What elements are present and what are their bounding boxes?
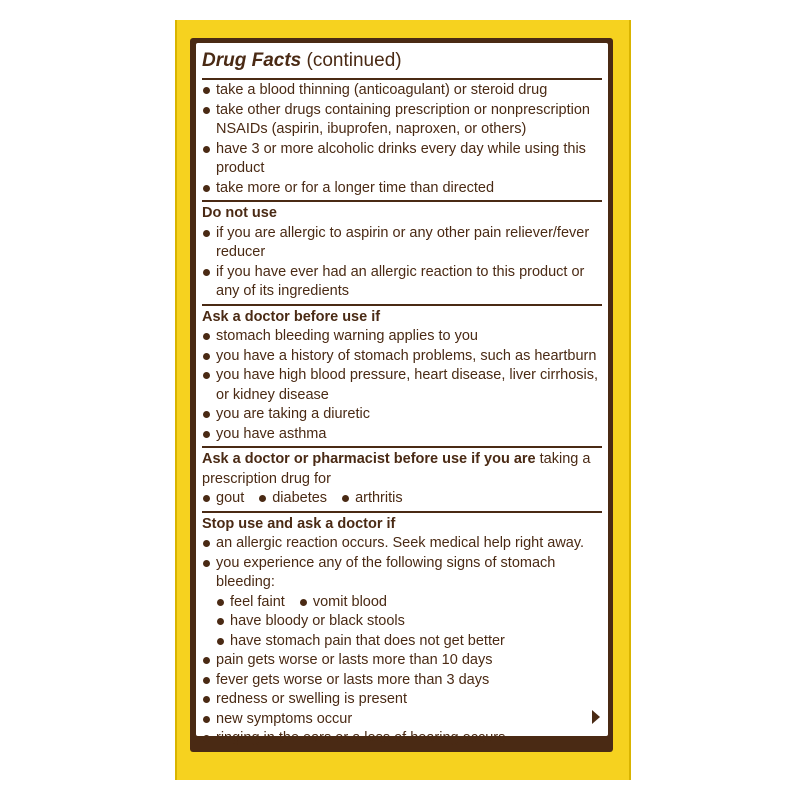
section-heading-stop-use: Stop use and ask a doctor if <box>202 515 396 532</box>
list-item: have stomach pain that does not get better <box>202 632 602 652</box>
continued-arrow-icon <box>592 710 600 724</box>
prescription-conditions <box>202 489 602 509</box>
list-item: you have high blood pressure, heart disease, liver cirrhosis, or kidney disease <box>202 366 602 405</box>
section-heading-ask-doctor: Ask a doctor before use if <box>202 308 381 325</box>
list-item: if you are allergic to aspirin or any other pain reliever/fever reducer <box>202 224 602 263</box>
divider <box>202 446 602 448</box>
list-item: if you have ever had an allergic reaction to this product or any of its ingredients <box>202 263 602 302</box>
drug-facts-panel <box>196 43 608 746</box>
list-item: pain gets worse or lasts more than 10 days <box>202 651 602 671</box>
list-item: gout <box>202 489 244 509</box>
section-heading-do-not-use: Do not use <box>202 205 277 221</box>
drug-facts-title <box>202 43 602 75</box>
list-item: take other drugs containing prescription or nonprescription NSAIDs (aspirin, ibuprofen, naproxen, or others) <box>202 101 602 140</box>
list-item: you experience any of the following signs of stomach bleeding: <box>202 554 602 593</box>
list-item: redness or swelling is present <box>202 690 602 710</box>
list-item: have 3 or more alcoholic drinks every day while using this product <box>202 140 602 179</box>
list-item: feel faint <box>216 593 285 613</box>
divider <box>202 200 602 202</box>
ask-pharmacist-paragraph <box>202 450 602 489</box>
list-item: fever gets worse or lasts more than 3 days <box>202 671 602 691</box>
title-continued: (continued) <box>301 50 402 71</box>
divider <box>202 511 602 513</box>
list-item: you are taking a diuretic <box>202 405 602 425</box>
list-item: take more or for a longer time than directed <box>202 179 602 199</box>
list-item: take a blood thinning (anticoagulant) or steroid drug <box>202 81 602 101</box>
divider <box>202 78 602 80</box>
title-bold: Drug Facts <box>202 50 302 71</box>
drug-facts-content <box>202 43 602 749</box>
list-item: have bloody or black stools <box>202 612 602 632</box>
list-item: arthritis <box>341 489 403 509</box>
list-item: stomach bleeding warning applies to you <box>202 327 602 347</box>
bleeding-signs-row <box>202 593 602 613</box>
list-item: an allergic reaction occurs. Seek medical help right away. <box>202 534 602 554</box>
list-item: ringing in the ears or a loss of hearing occurs <box>202 729 602 749</box>
divider <box>202 304 602 306</box>
list-item: you have asthma <box>202 425 602 445</box>
list-item: you have a history of stomach problems, such as heartburn <box>202 347 602 367</box>
section-heading-ask-pharmacist: Ask a doctor or pharmacist before use if you are <box>202 451 536 467</box>
ask-pharmacist-text: taking a prescription drug for <box>202 451 591 487</box>
list-item: diabetes <box>258 489 327 509</box>
list-item: vomit blood <box>299 593 387 613</box>
list-item: new symptoms occur <box>202 710 602 730</box>
